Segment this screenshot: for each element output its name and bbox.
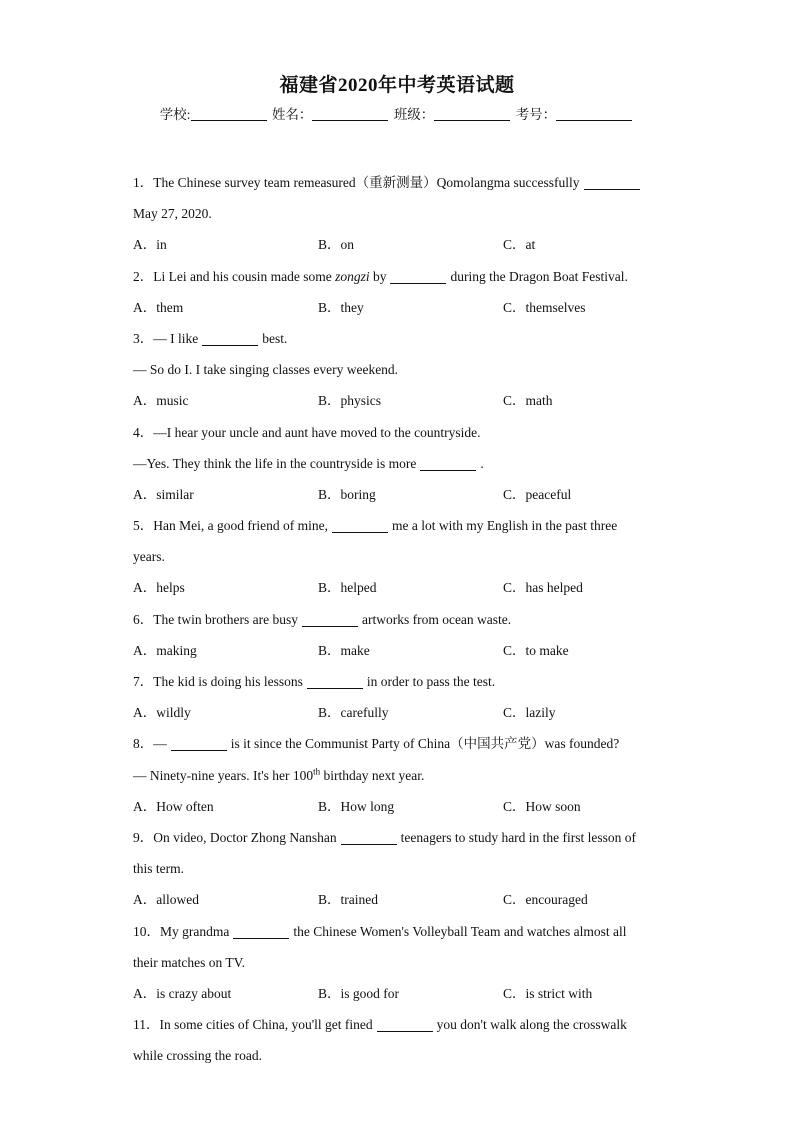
question-text: by bbox=[369, 268, 387, 284]
option-b[interactable]: B．make bbox=[318, 642, 370, 658]
question-3-cont: — So do I. I take singing classes every weekend. bbox=[133, 362, 399, 378]
question-5-cont: years. bbox=[133, 549, 165, 565]
option-b[interactable]: B．How long bbox=[318, 798, 395, 814]
class-blank[interactable] bbox=[434, 107, 510, 121]
option-c[interactable]: C．math bbox=[503, 393, 553, 409]
number-blank[interactable] bbox=[556, 107, 632, 121]
answer-blank bbox=[420, 457, 476, 471]
option-c[interactable]: C．lazily bbox=[503, 705, 556, 721]
question-5-stem bbox=[133, 510, 663, 541]
option-a[interactable]: A．allowed bbox=[133, 892, 199, 908]
question-text: — Ninety-nine years. It's her 100 bbox=[133, 767, 314, 783]
option-a[interactable]: A．wildly bbox=[133, 705, 191, 721]
answer-blank bbox=[341, 831, 397, 845]
italic-term: zongzi bbox=[335, 268, 370, 284]
question-2-stem bbox=[133, 261, 663, 292]
question-list bbox=[133, 167, 663, 1071]
name-label: 姓名： bbox=[271, 107, 313, 122]
page-title: 福建省2020年中考英语试题 bbox=[279, 75, 515, 96]
question-text: 8．— bbox=[133, 736, 167, 752]
answer-blank bbox=[377, 1018, 433, 1032]
question-8-cont bbox=[133, 760, 663, 791]
option-a[interactable]: A．making bbox=[133, 642, 197, 658]
question-9-options bbox=[133, 884, 663, 915]
name-blank[interactable] bbox=[312, 107, 388, 121]
question-text: 1．The Chinese survey team remeasured（重新测量）Qomolangma successfully bbox=[133, 175, 580, 190]
option-c[interactable]: C．How soon bbox=[503, 798, 581, 814]
option-a[interactable]: A．similar bbox=[133, 486, 194, 502]
option-c[interactable]: C．is strict with bbox=[503, 985, 593, 1001]
question-text: birthday next year. bbox=[320, 767, 425, 783]
question-4-stem: 4．—I hear your uncle and aunt have moved to the countryside. bbox=[133, 424, 481, 440]
school-label: 学校: bbox=[159, 107, 191, 122]
question-11-stem bbox=[133, 1009, 663, 1040]
question-6-stem bbox=[133, 604, 663, 635]
question-text: 10．My grandma bbox=[133, 923, 230, 939]
question-10-cont: their matches on TV. bbox=[133, 954, 245, 970]
question-text: —Yes. They think the life in the countryside is more bbox=[133, 455, 417, 471]
question-5-options bbox=[133, 572, 663, 603]
question-2-options bbox=[133, 292, 663, 323]
question-text: best. bbox=[262, 330, 288, 346]
question-text: . bbox=[480, 455, 484, 471]
answer-blank bbox=[390, 270, 446, 284]
option-c[interactable]: C．at bbox=[503, 237, 536, 253]
question-text: 3．— I like bbox=[133, 330, 199, 346]
option-c[interactable]: C．has helped bbox=[503, 580, 583, 596]
question-text: 11．In some cities of China, you'll get fined bbox=[133, 1017, 373, 1033]
question-text: in order to pass the test. bbox=[366, 674, 496, 689]
answer-blank bbox=[302, 613, 358, 627]
answer-blank bbox=[233, 925, 289, 939]
question-8-options bbox=[133, 791, 663, 822]
option-a[interactable]: A．helps bbox=[133, 580, 185, 596]
question-11-cont: while crossing the road. bbox=[133, 1048, 262, 1064]
ordinal-suffix: th bbox=[313, 766, 321, 777]
answer-blank bbox=[307, 675, 363, 689]
answer-blank bbox=[584, 176, 640, 190]
option-c[interactable]: C．peaceful bbox=[503, 486, 572, 502]
option-a[interactable]: A．music bbox=[133, 393, 189, 409]
question-1-stem bbox=[133, 167, 663, 198]
question-3-stem bbox=[133, 323, 663, 354]
question-1-cont: May 27, 2020. bbox=[133, 206, 212, 222]
question-8-stem bbox=[133, 728, 663, 759]
question-text: 2．Li Lei and his cousin made some bbox=[133, 268, 336, 284]
option-a[interactable]: A．them bbox=[133, 299, 184, 315]
question-text: artworks from ocean waste. bbox=[361, 611, 512, 627]
option-b[interactable]: B．helped bbox=[318, 580, 377, 596]
option-b[interactable]: B．carefully bbox=[318, 705, 389, 721]
number-label: 考号： bbox=[515, 107, 557, 122]
answer-blank bbox=[202, 332, 258, 346]
question-4-cont bbox=[133, 448, 663, 479]
question-text: 9．On video, Doctor Zhong Nanshan bbox=[133, 829, 337, 845]
option-b[interactable]: B．physics bbox=[318, 393, 382, 409]
question-text: you don't walk along the crosswalk bbox=[436, 1017, 627, 1033]
option-b[interactable]: B．is good for bbox=[318, 985, 399, 1001]
question-1-options bbox=[133, 229, 663, 260]
question-3-options bbox=[133, 385, 663, 416]
option-b[interactable]: B．boring bbox=[318, 486, 376, 502]
question-7-options bbox=[133, 697, 663, 728]
question-9-stem bbox=[133, 822, 663, 853]
option-a[interactable]: A．in bbox=[133, 237, 167, 253]
question-text: teenagers to study hard in the first lesson of bbox=[400, 829, 637, 845]
student-info-line bbox=[0, 103, 794, 123]
question-text: 7．The kid is doing his lessons bbox=[133, 674, 303, 689]
question-10-options bbox=[133, 978, 663, 1009]
question-text: during the Dragon Boat Festival. bbox=[450, 268, 628, 284]
option-c[interactable]: C．encouraged bbox=[503, 892, 588, 908]
question-text: is it since the Communist Party of China（中国共产党）was founded? bbox=[230, 736, 620, 752]
class-label: 班级： bbox=[393, 107, 435, 122]
option-b[interactable]: B．on bbox=[318, 237, 355, 253]
question-7-stem bbox=[133, 666, 663, 697]
option-b[interactable]: B．trained bbox=[318, 892, 378, 908]
option-c[interactable]: C．to make bbox=[503, 642, 569, 658]
option-a[interactable]: A．How often bbox=[133, 798, 214, 814]
option-b[interactable]: B．they bbox=[318, 299, 364, 315]
question-text: 5．Han Mei, a good friend of mine, bbox=[133, 518, 328, 534]
question-text: me a lot with my English in the past three bbox=[391, 518, 618, 534]
option-a[interactable]: A．is crazy about bbox=[133, 985, 232, 1001]
question-9-cont: this term. bbox=[133, 861, 184, 877]
answer-blank bbox=[332, 519, 388, 533]
question-text: the Chinese Women's Volleyball Team and watches almost all bbox=[293, 923, 627, 939]
question-6-options bbox=[133, 635, 663, 666]
question-4-options bbox=[133, 479, 663, 510]
question-10-stem bbox=[133, 916, 663, 947]
answer-blank bbox=[171, 737, 227, 751]
school-blank[interactable] bbox=[191, 107, 267, 121]
question-text: 6．The twin brothers are busy bbox=[133, 611, 298, 627]
option-c[interactable]: C．themselves bbox=[503, 299, 586, 315]
